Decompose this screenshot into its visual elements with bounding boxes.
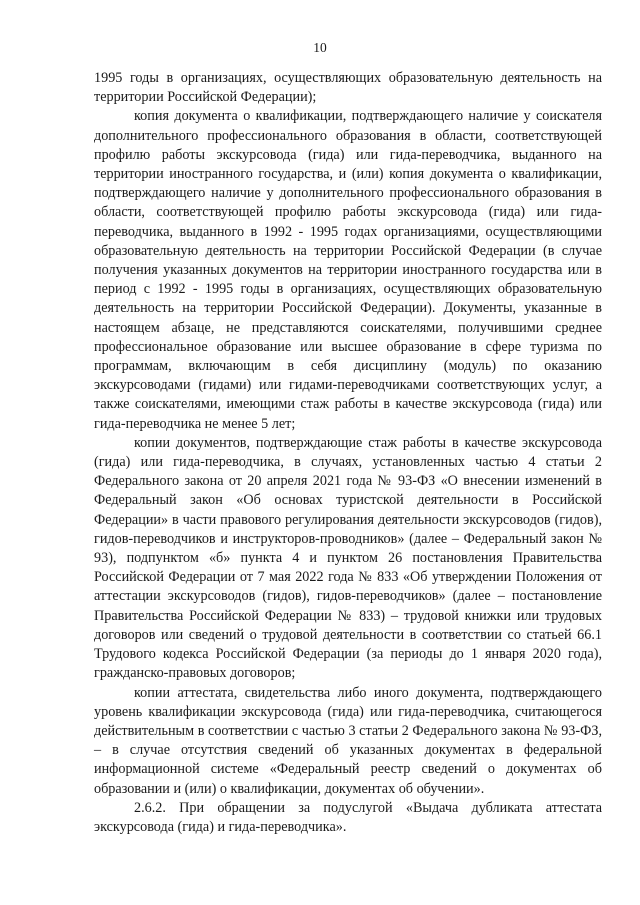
document-body bbox=[94, 69, 602, 837]
paragraph-qualification-document: копия документа о квалификации, подтверждающего наличие у соискателя дополнительного профессионального образования в области, соответствующей профилю работы экскурсовода (гида) или гида-переводчика, выданного на территории иностранного государства, и (или) копия документа о квалификации, подтверждающего наличие у дополнительного профессионального образования в области, соответствующей профилю работы экскурсовода (гида) или гида-переводчика, выданного в 1992 - 1995 годах организациями, осуществляющими образовательную деятельность на территории Российской Федерации (в случае получения указанных документов на территории иностранного государства или в период с 1992 - 1995 годы в организациях, осуществляющих образовательную деятельность на территории Российской Федерации). Документы, указанные в настоящем абзаце, не представляются соискателями, получившими среднее профессиональное образование или высшее образование в сфере туризма по программам, включающим в себя дисциплину (модуль) по оказанию экскурсоводами (гидами) или гидами-переводчиками соответствующих услуг, а также соискателями, имеющими стаж работы в качестве экскурсовода (гида) или гида-переводчика не менее 5 лет; bbox=[94, 108, 602, 432]
paragraph-section-2-6-2: 2.6.2. При обращении за подуслугой «Выдача дубликата аттестата экскурсовода (гида) и гида-переводчика». bbox=[94, 799, 602, 835]
paragraph-work-experience: копии документов, подтверждающие стаж работы в качестве экскурсовода (гида) или гида-переводчика, в случаях, установленных частью 4 статьи 2 Федерального закона от 20 апреля 2021 года № 93-ФЗ «О внесении изменений в Федеральный закон «Об основах туристской деятельности в Российской Федерации» в части правового регулирования деятельности экскурсоводов (гидов), гидов-переводчиков и инструкторов-проводников» (далее – Федеральный закон № 93), подпунктом «б» пункта 4 и пунктом 26 постановления Правительства Российской Федерации от 7 мая 2022 года № 833 «Об утверждении Положения от аттестации экскурсоводов (гидов), гидов-переводчиков» (далее – постановление Правительства Российской Федерации № 833) – трудовой книжки или трудовых договоров или сведений о трудовой деятельности в соответствии со статьей 66.1 Трудового кодекса Российской Федерации (за периоды до 1 января 2020 года), гражданско-правовых договоров; bbox=[94, 434, 602, 682]
paragraph-certificate-copies: копии аттестата, свидетельства либо иного документа, подтверждающего уровень квалификации экскурсовода (гида) или гида-переводчика, считающегося действительным в соответствии с частью 3 статьи 2 Федерального закона № 93-ФЗ, – в случае отсутствия сведений об указанных документах в федеральной информационной системе «Федеральный реестр сведений о документах об образовании и (или) о квалификации, документах об обучении». bbox=[94, 684, 602, 797]
paragraph-continuation: 1995 годы в организациях, осуществляющих образовательную деятельность на территории Российской Федерации); bbox=[94, 70, 602, 106]
page-number: 10 bbox=[313, 40, 327, 55]
